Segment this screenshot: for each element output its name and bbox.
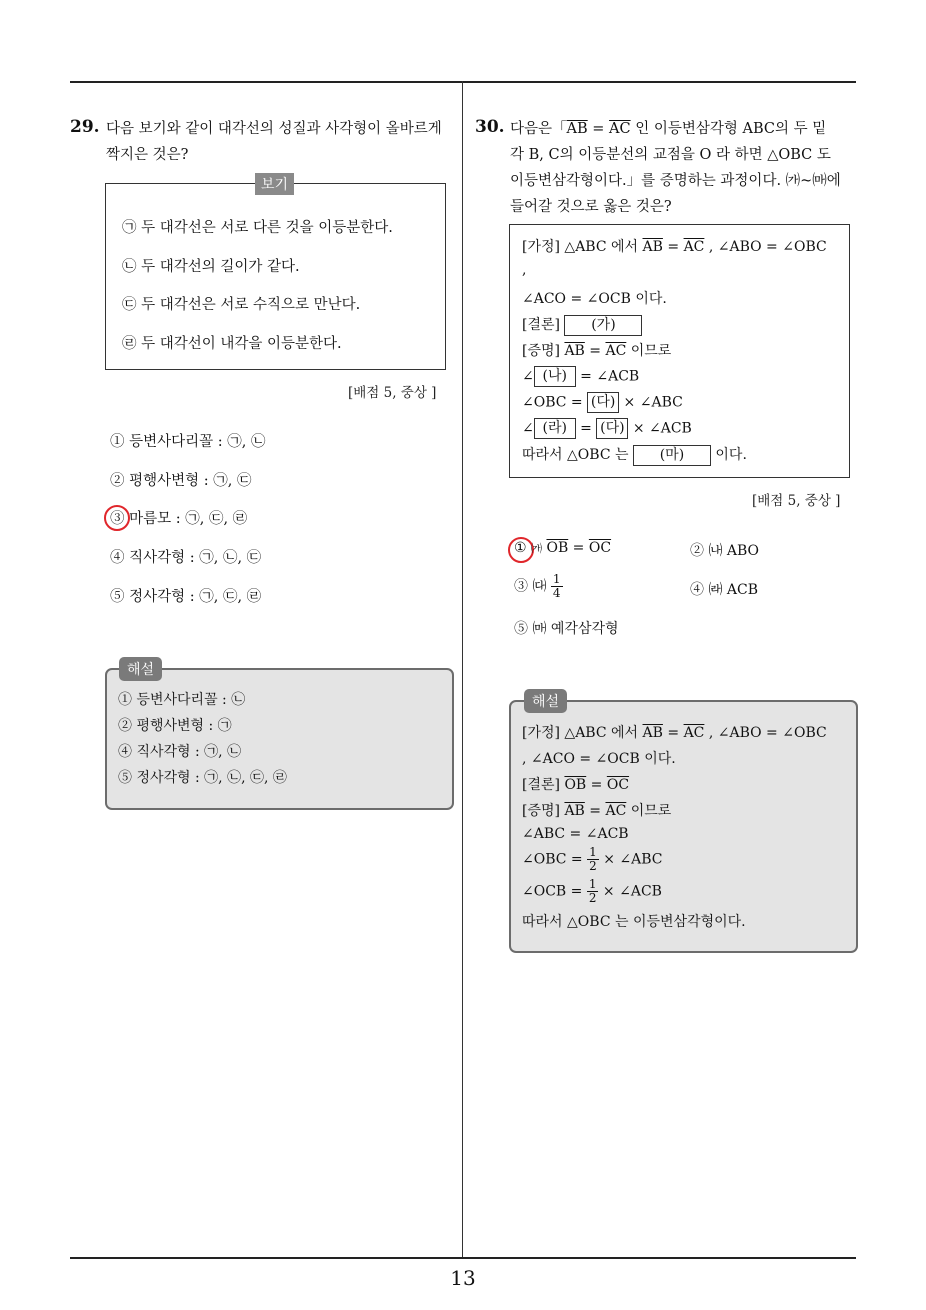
bogi-item-2: ㉡ 두 대각선의 길이가 같다.: [122, 259, 300, 275]
q30-choice-3[interactable]: ③ ㈐ $\frac{1}{4}$: [514, 572, 561, 600]
bottom-rule: [70, 1257, 856, 1259]
q30-explanation-title: 해설: [524, 689, 567, 713]
blank-da: (다): [587, 392, 619, 413]
proof-line-1: [가정] △ABC 에서 $\overline{AB} = \overline{AC}$ , ∠ABO = ∠OBC: [522, 239, 827, 255]
q30-choice-2[interactable]: ② ㈏ ABO: [690, 543, 760, 559]
proof-line-9: 따라서 △OBC 는 (마) 이다.: [522, 444, 747, 466]
q30-text-line2: 각 B, C의 이등분선의 교점을 O 라 하면 △OBC 도: [510, 147, 831, 163]
blank-ra: (라): [534, 418, 576, 439]
blank-na: (나): [534, 366, 576, 387]
page-number: 13: [450, 1266, 476, 1290]
q30-hae-line-5: ∠ABC = ∠ACB: [522, 826, 629, 842]
q29-explanation-line-3: ④ 직사각형 : ㉠, ㉡: [118, 744, 242, 760]
q29-score-meta: [배점 5, 중상 ]: [348, 385, 437, 401]
fraction-one-quarter: $\frac{1}{4}$: [552, 572, 561, 600]
q30-text-line3: 이등변삼각형이다.」를 증명하는 과정이다. ㈎~㈒에: [510, 173, 841, 189]
bogi-item-1: ㉠ 두 대각선은 서로 다른 것을 이등분한다.: [122, 220, 393, 236]
q29-explanation-line-4: ⑤ 정사각형 : ㉠, ㉡, ㉢, ㉣: [118, 770, 287, 786]
q30-choice-1[interactable]: ① ㈎ $\overline{OB} = \overline{OC}$: [514, 540, 612, 556]
proof-line-4: [결론] (가): [522, 314, 642, 336]
q30-hae-line-4: [증명] $\overline{AB} = \overline{AC}$ 이므로: [522, 803, 672, 819]
proof-line-6: ∠ (나) = ∠ACB: [522, 366, 639, 387]
fraction-one-half-2: $\frac{1}{2}$: [588, 877, 597, 905]
q30-hae-line-1: [가정] △ABC 에서 $\overline{AB} = \overline{AC}$ , ∠ABO = ∠OBC: [522, 725, 827, 741]
q30-number: 30.: [475, 117, 505, 137]
q30-hae-line-2: , ∠ACO = ∠OCB 이다.: [522, 751, 676, 767]
bogi-title: 보기: [255, 173, 294, 195]
q30-choice-5[interactable]: ⑤ ㈒ 예각삼각형: [514, 621, 619, 637]
q29-text-line2: 짝지은 것은?: [106, 147, 189, 163]
q29-choice-1[interactable]: ① 등변사다리꼴 : ㉠, ㉡: [110, 434, 266, 450]
blank-ga: (가): [564, 315, 642, 336]
proof-line-3: ∠ACO = ∠OCB 이다.: [522, 291, 667, 307]
q29-choice-5[interactable]: ⑤ 정사각형 : ㉠, ㉢, ㉣: [110, 589, 262, 605]
q29-number: 29.: [70, 117, 100, 137]
q30-text-line1: 다음은「$\overline{AB} = \overline{AC}$ 인 이등변삼각형 ABC의 두 밑: [510, 121, 827, 137]
q29-choice-4[interactable]: ④ 직사각형 : ㉠, ㉡, ㉢: [110, 550, 262, 566]
q30-hae-line-7: ∠OCB = $\frac{1}{2}$ × ∠ACB: [522, 877, 662, 905]
q30-hae-line-6: ∠OBC = $\frac{1}{2}$ × ∠ABC: [522, 845, 663, 873]
proof-line-5: [증명] $\overline{AB} = \overline{AC}$ 이므로: [522, 343, 672, 359]
q30-choice-4[interactable]: ④ ㈑ ACB: [690, 582, 759, 598]
q29-explanation-line-2: ② 평행사변형 : ㉠: [118, 718, 232, 734]
blank-da-2: (다): [596, 418, 628, 439]
column-divider: [462, 81, 463, 1258]
q29-explanation-line-1: ① 등변사다리꼴 : ㉡: [118, 692, 246, 708]
q29-explanation-title: 해설: [119, 657, 162, 681]
proof-line-7: ∠OBC = (다) × ∠ABC: [522, 392, 683, 413]
proof-line-8: ∠ (라) = (다) × ∠ACB: [522, 418, 692, 439]
proof-line-2: ,: [522, 262, 527, 278]
q30-text-line4: 들어갈 것으로 옳은 것은?: [510, 199, 672, 215]
q30-score-meta: [배점 5, 중상 ]: [752, 493, 841, 509]
q29-text-line1: 다음 보기와 같이 대각선의 성질과 사각형이 올바르게: [106, 121, 442, 137]
blank-ma: (마): [633, 445, 711, 466]
q29-choice-3[interactable]: ③ 마름모 : ㉠, ㉢, ㉣: [110, 511, 248, 527]
bogi-item-4: ㉣ 두 대각선이 내각을 이등분한다.: [122, 336, 342, 352]
q30-hae-line-8: 따라서 △OBC 는 이등변삼각형이다.: [522, 914, 746, 930]
q30-hae-line-3: [결론] $\overline{OB} = \overline{OC}$: [522, 777, 630, 793]
q29-choice-2[interactable]: ② 평행사변형 : ㉠, ㉢: [110, 473, 252, 489]
bogi-item-3: ㉢ 두 대각선은 서로 수직으로 만난다.: [122, 297, 361, 313]
top-rule: [70, 81, 856, 83]
fraction-one-half: $\frac{1}{2}$: [589, 845, 597, 873]
